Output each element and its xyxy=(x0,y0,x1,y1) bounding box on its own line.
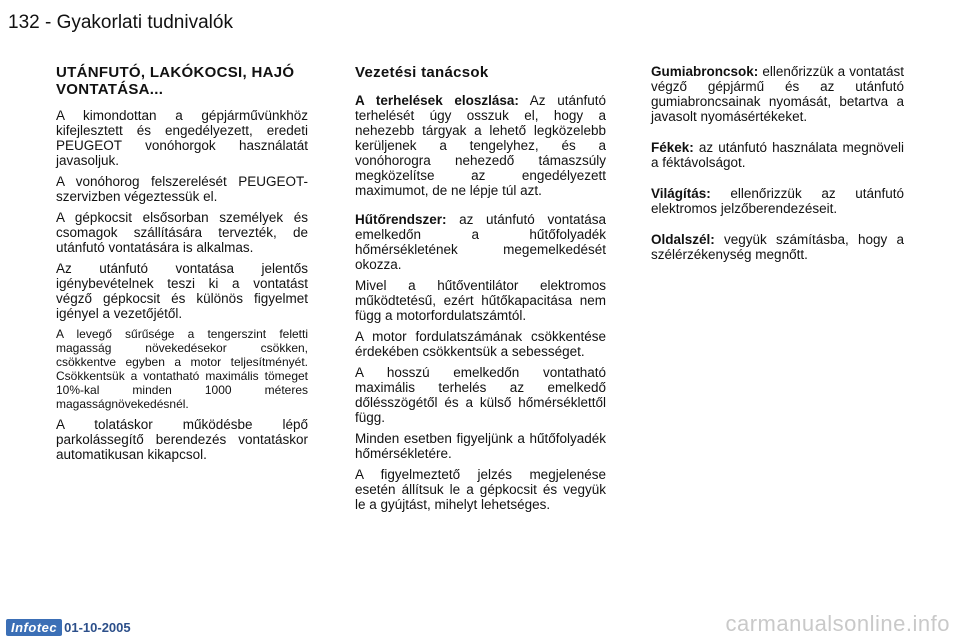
label-load-distribution: A terhelések eloszlása: xyxy=(355,93,519,108)
paragraph-cooling xyxy=(355,212,606,272)
paragraph-lighting xyxy=(651,186,904,216)
text-lighting: ellenőrizzük az utánfutó elektromos jelzőberendezéseit. xyxy=(651,186,904,216)
infotec-logo: Infotec xyxy=(6,619,62,636)
paragraph-load-distribution xyxy=(355,93,606,198)
paragraph: A motor fordulatszámának csökkentése érdekében csökkentsük a sebességet. xyxy=(355,329,606,359)
column-driving-tips xyxy=(355,64,606,518)
label-cooling: Hűtőrendszer: xyxy=(355,212,447,227)
paragraph-crosswind xyxy=(651,232,904,262)
paragraph-brakes xyxy=(651,140,904,170)
paragraph: A kimondottan a gépjárművünkhöz kifejlesztett és engedélyezett, eredeti PEUGEOT vonóhorgok használatát javasoljuk. xyxy=(56,108,308,168)
label-brakes: Fékek: xyxy=(651,140,694,155)
paragraph: Minden esetben figyeljünk a hűtőfolyadék hőmérsékletére. xyxy=(355,431,606,461)
text-cooling: az utánfutó vontatása emelkedőn a hűtőfolyadék hőmérsékletének megemelkedését okozza. xyxy=(355,212,606,272)
label-tyres: Gumiabroncsok: xyxy=(651,64,759,79)
footer-date: 01-10-2005 xyxy=(64,619,131,635)
footer xyxy=(6,618,131,636)
label-lighting: Világítás: xyxy=(651,186,711,201)
section-heading-driving-tips: Vezetési tanácsok xyxy=(355,64,489,81)
paragraph-altitude-note: A levegő sűrűsége a tengerszint feletti magasság növekedésekor csökken, csökkentve egyben a motor teljesítményét. Csökkentsük a vontatható maximális tömeget 10%-kal minden 1000 méteres magasságnövekedésnél. xyxy=(56,327,308,411)
text-load-distribution: Az utánfutó terhelését úgy osszuk el, hogy a nehezebb tárgyak a lehető legközelebb kerüljenek a tengelyhez, és a vonóhorogra nehezedő támaszsúly megközelítse az engedélyezett maximumot, de ne lépje túl azt. xyxy=(355,93,606,198)
label-crosswind: Oldalszél: xyxy=(651,232,715,247)
column-checks xyxy=(651,64,904,268)
page-title: 132 - Gyakorlati tudnivalók xyxy=(8,12,233,33)
text-tyres: ellenőrizzük a vontatást végző gépjármű és az utánfutó gumiabroncsainak nyomását, betartva a javasolt nyomásértékeket. xyxy=(651,64,904,124)
paragraph: A hosszú emelkedőn vontatható maximális terhelés az emelkedő dőlésszögétől és a külső hőmérséklettől függ. xyxy=(355,365,606,425)
text-crosswind: vegyük számításba, hogy a szélérzékenység megnőtt. xyxy=(651,232,904,262)
page-header xyxy=(0,0,960,44)
text-brakes: az utánfutó használata megnöveli a féktávolságot. xyxy=(651,140,904,170)
column-towing xyxy=(56,64,308,468)
paragraph: A vonóhorog felszerelését PEUGEOT-szervizben végeztessük el. xyxy=(56,174,308,204)
paragraph: A tolatáskor működésbe lépő parkolássegítő berendezés vontatáskor automatikusan kikapcsol. xyxy=(56,417,308,462)
watermark: carmanualsonline.info xyxy=(725,611,950,636)
paragraph: A figyelmeztető jelzés megjelenése esetén állítsuk le a gépkocsit és vegyük le a gyújtást, mihelyt lehetséges. xyxy=(355,467,606,512)
paragraph: Mivel a hűtőventilátor elektromos működtetésű, ezért hűtőkapacitása nem függ a motorfordulatszámtól. xyxy=(355,278,606,323)
paragraph: Az utánfutó vontatása jelentős igénybevételnek teszi ki a vontatást végző gépkocsit és különös figyelmet igényel a vezetőjétől. xyxy=(56,261,308,321)
section-heading-towing: UTÁNFUTÓ, LAKÓKOCSI, HAJÓ VONTATÁSA... xyxy=(56,64,295,98)
paragraph: A gépkocsit elsősorban személyek és csomagok szállítására tervezték, de utánfutó vontatására is alkalmas. xyxy=(56,210,308,255)
paragraph-tyres xyxy=(651,64,904,124)
